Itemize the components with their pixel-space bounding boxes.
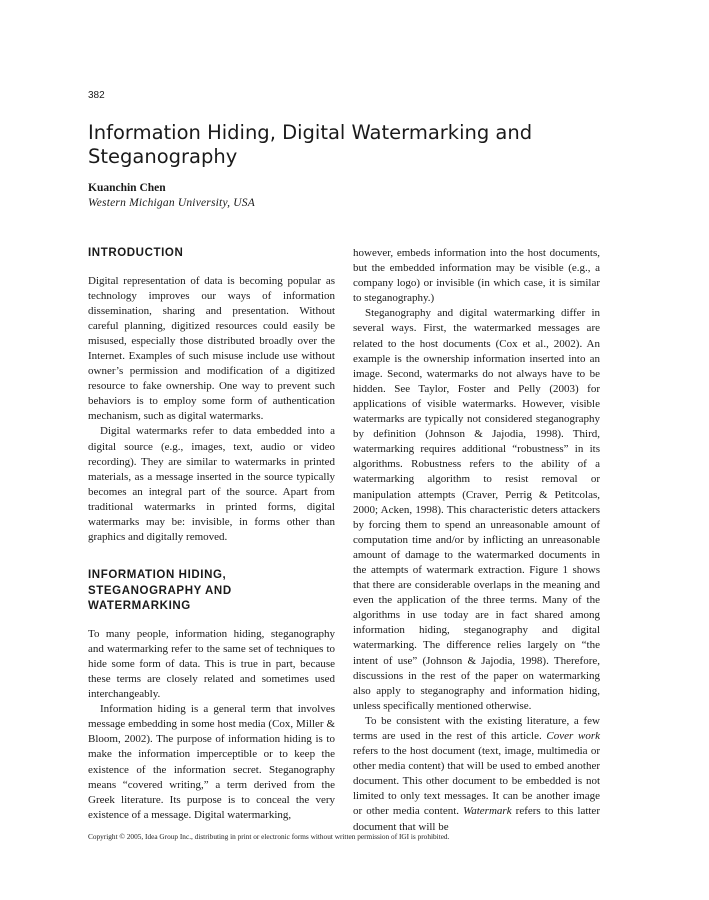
body-paragraph bbox=[353, 714, 600, 835]
copyright-footer: Copyright © 2005, Idea Group Inc., distributing in print or electronic forms without written permission of IGI is prohibited. bbox=[88, 832, 450, 841]
page-number: 382 bbox=[88, 90, 105, 101]
right-column bbox=[353, 246, 600, 835]
term-watermark: Watermark bbox=[463, 805, 512, 818]
body-paragraph: Digital representation of data is becoming popular as technology improves our ways of information dissemination, sharing and presentation. Without careful planning, digitized resources could easily be misused, especially those distributed broadly over the Internet. Examples of such misuse include use without owner’s permission and modification of a digitized resource to fake ownership. One way to prevent such behaviors is to employ some form of authentication mechanism, such as digital watermarks. bbox=[88, 274, 335, 423]
article-title: Information Hiding, Digital Watermarking and Steganography bbox=[88, 121, 533, 168]
author-name: Kuanchin Chen bbox=[88, 182, 166, 194]
left-column bbox=[88, 246, 335, 823]
text-run: refers to this latter document that will be bbox=[353, 805, 600, 833]
text-run: refers to the host document (text, image, multimedia or other media content) that will be used to embed another document. This other document to be embedded is not limited to only text messages. It can be another image or other media content. bbox=[353, 745, 600, 818]
section-heading-introduction: INTRODUCTION bbox=[88, 247, 184, 259]
term-cover-work: Cover work bbox=[546, 730, 600, 742]
body-paragraph: Information hiding is a general term that involves message embedding in some host media (Cox, Miller & Bloom, 2002). The purpose of information hiding is to make the information imperceptible or to keep the existence of the information secret. Steganography means “covered writing,” a term derived from the Greek literature. Its purpose is to conceal the very existence of a message. Digital watermarking, bbox=[88, 703, 335, 821]
body-paragraph: Digital watermarks refer to data embedded into a digital source (e.g., images, text, audio or video recording). They are similar to watermarks in printed materials, as a message inserted in the source typically becomes an integral part of the source. Apart from traditional watermarks in printed forms, digital watermarks may be: invisible, in forms other than graphics and digitally removed. bbox=[88, 425, 335, 544]
body-paragraph: Steganography and digital watermarking differ in several ways. First, the watermarked messages are related to the host documents (Cox et al., 2002). An example is the ownership information inserted into an image. Second, watermarks do not always have to be hidden. See Taylor, Foster and Pelly (2003) for applications of visible watermarks. However, visible watermarks are typically not considered steganography by definition (Johnson & Jajodia, 1998). Third, watermarking requires additional “robustness” in its algorithms. Robustness refers to the ability of a watermarking algorithm to resist removal or manipulation attempts (Craver, Perrig & Petitcolas, 2000; Acken, 1998). This characteristic deters attackers by forcing them to spend an unreasonable amount of computation time and/or by inflicting an unreasonable amount of damage to the watermarked documents in the attempts of watermark extraction. Figure 1 shows that there are considerable overlaps in the meaning and even the application of the three terms. Many of the algorithms in use today are in fact shared among information hiding, steganography and digital watermarking. The difference relies largely on “the intent of use” (Johnson & Jajodia, 1998). Therefore, discussions in the rest of the paper on watermarking also apply to steganography and information hiding, unless specifically mentioned otherwise. bbox=[353, 307, 600, 712]
author-affiliation: Western Michigan University, USA bbox=[88, 197, 255, 209]
body-paragraph: To many people, information hiding, steganography and watermarking refer to the same set of techniques to hide some form of data. This is true in part, because these terms are closely related and sometimes used interchangeably. bbox=[88, 627, 335, 701]
text-run: To be consistent with the existing literature, a few terms are used in the rest of this article. bbox=[353, 714, 600, 742]
section-heading-information-hiding: INFORMATION HIDING, STEGANOGRAPHY AND WATERMARKING bbox=[88, 569, 232, 613]
body-paragraph: however, embeds information into the host documents, but the embedded information may be visible (e.g., a company logo) or invisible (in which case, it is similar to steganography.) bbox=[353, 247, 600, 305]
